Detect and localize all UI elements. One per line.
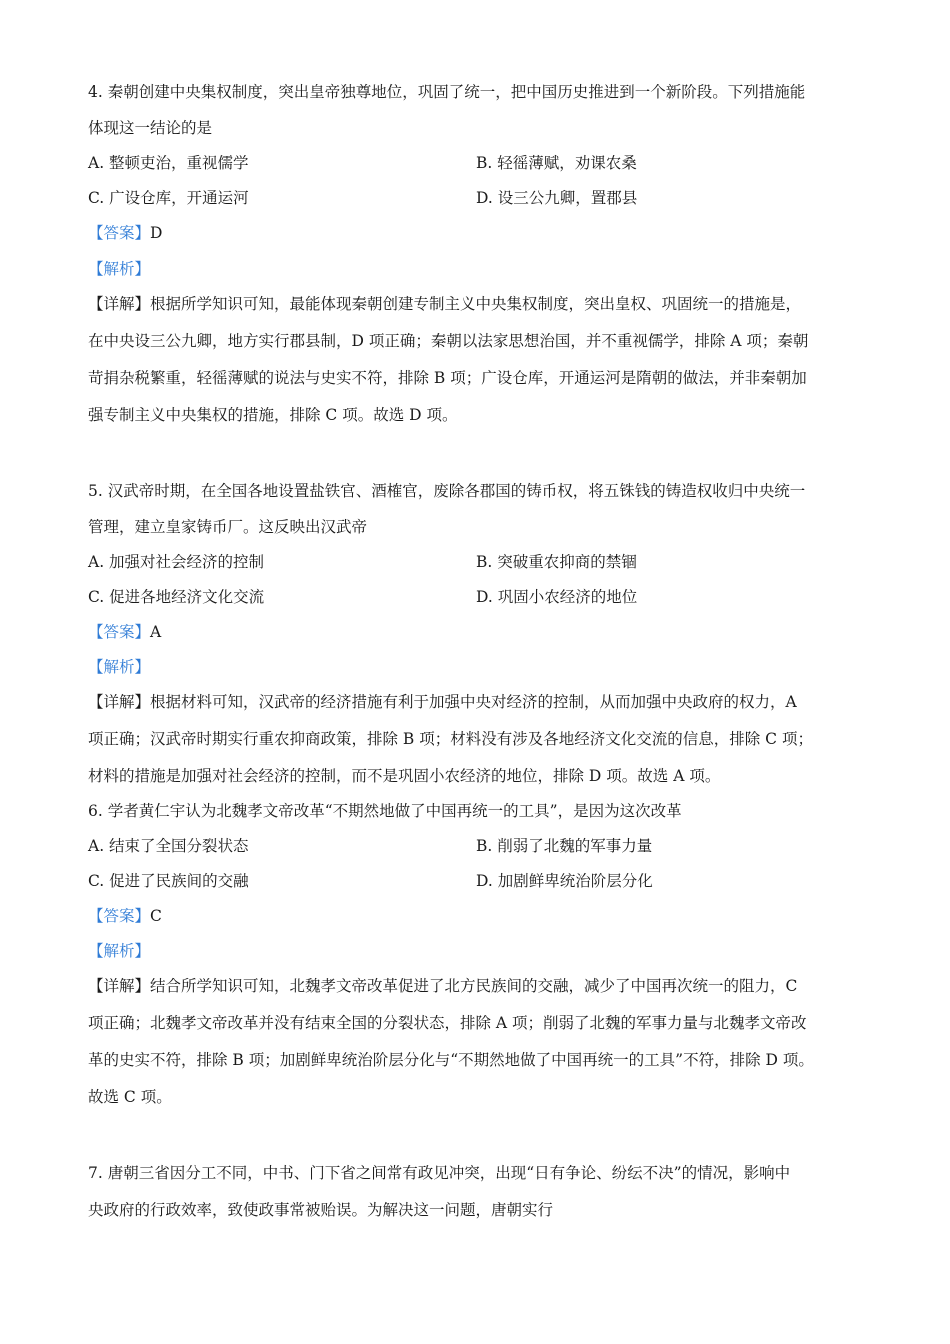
detail-text: 项正确；汉武帝时期实行重农抑商政策，排除 B 项；材料没有涉及各地经济文化交流的信息，排除 C 项； (88, 730, 813, 748)
detail-text: 材料的措施是加强对社会经济的控制，而不是巩固小农经济的地位，排除 D 项。故选 A 项。 (88, 767, 721, 785)
detail-tag: 【详解】 (88, 693, 151, 711)
answer-line (88, 622, 161, 642)
detail-text: 在中央设三公九卿，地方实行郡县制，D 项正确；秦朝以法家思想治国，并不重视儒学，排除 A 项；秦朝 (88, 332, 809, 350)
answer-tag: 【答案】 (88, 907, 151, 925)
detail-text: 故选 C 项。 (88, 1088, 172, 1106)
analysis-label: 【解析】 (88, 658, 151, 676)
detail-text: 革的史实不符，排除 B 项；加剧鲜卑统治阶层分化与“不期然地做了中国再统一的工具”不符，排除 D 项。 (88, 1051, 814, 1069)
question-stem: 6. 学者黄仁宇认为北魏孝文帝改革“不期然地做了中国再统一的工具”，是因为这次改革 (88, 802, 682, 820)
option-d: D. 加剧鲜卑统治阶层分化 (476, 872, 653, 890)
option-c: C. 促进了民族间的交融 (88, 872, 249, 890)
question-stem: 7. 唐朝三省因分工不同，中书、门下省之间常有政见冲突，出现“日有争论、纷纭不决”的情况，影响中 (88, 1164, 791, 1182)
option-b: B. 削弱了北魏的军事力量 (476, 837, 653, 855)
option-d: D. 设三公九卿，置郡县 (476, 189, 638, 207)
detail-text: 结合所学知识可知，北魏孝文帝改革促进了北方民族间的交融，减少了中国再次统一的阻力，C (150, 977, 798, 995)
detail-text: 根据材料可知，汉武帝的经济措施有利于加强中央对经济的控制，从而加强中央政府的权力，A (150, 693, 797, 711)
option-a: A. 加强对社会经济的控制 (88, 553, 265, 571)
question-stem: 央政府的行政效率，致使政事常被贻误。为解决这一问题，唐朝实行 (88, 1201, 554, 1219)
analysis-label: 【解析】 (88, 260, 151, 278)
detail-line (88, 294, 801, 314)
question-stem: 体现这一结论的是 (88, 119, 213, 137)
answer-tag: 【答案】 (88, 623, 151, 641)
detail-text: 强专制主义中央集权的措施，排除 C 项。故选 D 项。 (88, 406, 458, 424)
option-a: A. 整顿吏治，重视儒学 (88, 154, 249, 172)
analysis-tag (88, 657, 150, 677)
option-d: D. 巩固小农经济的地位 (476, 588, 638, 606)
question-stem: 管理，建立皇家铸币厂。这反映出汉武帝 (88, 518, 368, 536)
detail-text: 项正确；北魏孝文帝改革并没有结束全国的分裂状态，排除 A 项；削弱了北魏的军事力量与北魏孝文帝改 (88, 1014, 807, 1032)
option-a: A. 结束了全国分裂状态 (88, 837, 249, 855)
detail-text: 苛捐杂税繁重，轻徭薄赋的说法与史实不符，排除 B 项；广设仓库，开通运河是隋朝的做法，并非秦朝加 (88, 369, 807, 387)
detail-tag: 【详解】 (88, 977, 151, 995)
answer-value: D (150, 224, 163, 242)
answer-value: C (150, 907, 162, 925)
option-b: B. 轻徭薄赋，劝课农桑 (476, 154, 637, 172)
answer-value: A (150, 623, 162, 641)
answer-line (88, 906, 162, 926)
option-c: C. 促进各地经济文化交流 (88, 588, 265, 606)
analysis-tag (88, 941, 150, 961)
question-stem: 4. 秦朝创建中央集权制度，突出皇帝独尊地位，巩固了统一，把中国历史推进到一个新阶段。下列措施能 (88, 83, 806, 101)
detail-line (88, 976, 797, 996)
detail-tag: 【详解】 (88, 295, 151, 313)
detail-text: 根据所学知识可知，最能体现秦朝创建专制主义中央集权制度，突出皇权、巩固统一的措施是， (150, 295, 802, 313)
option-c: C. 广设仓库，开通运河 (88, 189, 249, 207)
analysis-label: 【解析】 (88, 942, 151, 960)
option-b: B. 突破重农抑商的禁锢 (476, 553, 637, 571)
answer-tag: 【答案】 (88, 224, 151, 242)
answer-line (88, 223, 162, 243)
question-stem: 5. 汉武帝时期，在全国各地设置盐铁官、酒榷官，废除各郡国的铸币权，将五铢钱的铸造权收归中央统一 (88, 482, 806, 500)
detail-line (88, 692, 797, 712)
analysis-tag (88, 259, 150, 279)
